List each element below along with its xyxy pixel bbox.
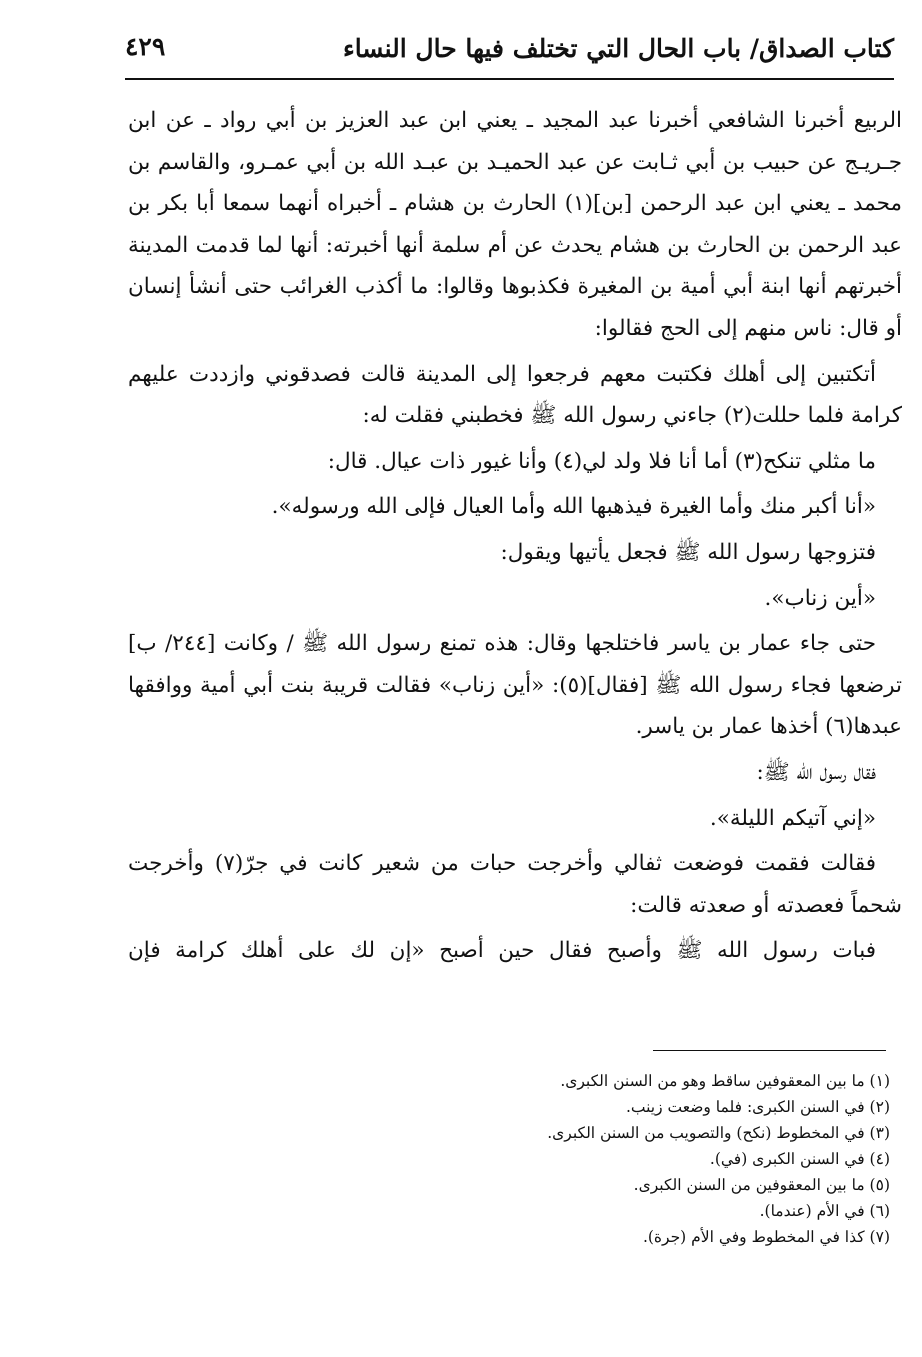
footnote-divider xyxy=(653,1050,886,1051)
footnote: (٤) في السنن الكبرى (في). xyxy=(709,1150,890,1168)
paragraph: «أنا أكبر منك وأما الغيرة فيذهبها الله وأما العيال فإلى الله ورسوله». xyxy=(271,494,876,520)
paragraph: فبات رسول الله ﷺ وأصبح فقال حين أصبح «إن لك على أهلك كرامة فإن xyxy=(128,938,876,964)
paragraph: ما مثلي تنكح(٣) أما أنا فلا ولد لي(٤) وأنا غيور ذات عيال. قال: xyxy=(327,448,876,474)
paragraph: فقالت فقمت فوضعت ثفالي وأخرجت حبات من شعير كانت في جرّ(٧) وأخرجت شحماً فعصدته أو صعدته قالت: xyxy=(128,851,902,918)
paragraph: «إني آتيكم الليلة». xyxy=(709,805,876,831)
paragraph: فقال رسول الله ﷺ: xyxy=(756,759,876,785)
footnotes xyxy=(128,1068,890,1250)
footnote: (٦) في الأم (عندما). xyxy=(759,1202,890,1220)
page-number: ٤٢٩ xyxy=(125,32,166,61)
footnote: (٢) في السنن الكبرى: فلما وضعت زينب. xyxy=(625,1098,890,1116)
footnote: (١) ما بين المعقوفين ساقط وهو من السنن الكبرى. xyxy=(560,1072,890,1090)
paragraph-isnad: الربيع أخبرنا الشافعي أخبرنا عبد المجيد ـ يعني ابن عبد العزيز بن أبي رواد ـ عن ابن جـريـج عن حبيب بن أبي ثـابت عن عبد الحميـد بن عبـد الله بن أبي عمـرو، والقاسم بن محمد ـ يعني ابن عبد الرحمن [بن](١) الحارث بن هشام ـ أخبراه أنهما سمعا أبا بكر بن عبد الرحمن بن الحارث بن هشام يحدث عن أم سلمة أنها أخبرته: أنها لما قدمت المدينة أخبرتهم أنها ابنة أبي أمية بن المغيرة فكذبوها وقالوا: ما أكذب الغرائب حتى أنشأ إنسان أو قال: ناس منهم إلى الحج فقالوا: xyxy=(128,108,903,341)
paragraph: فتزوجها رسول الله ﷺ فجعل يأتيها ويقول: xyxy=(500,539,876,565)
paragraph: حتى جاء عمار بن ياسر فاختلجها وقال: هذه تمنع رسول الله ﷺ / وكانت [٢٤٤/ ب] ترضعها فجاء رسول الله ﷺ [فقال](٥): «أين زناب» فقالت قريبة بنت أبي أمية ووافقها عبدها(٦) أخذها عمار بن ياسر. xyxy=(128,631,902,740)
chapter-title: كتاب الصداق/ باب الحال التي تختلف فيها حال النساء xyxy=(342,34,894,63)
footnote: (٣) في المخطوط (نكح) والتصويب من السنن الكبرى. xyxy=(547,1124,890,1142)
main-text xyxy=(128,100,902,976)
paragraph: أتكتبين إلى أهلك فكتبت معهم فرجعوا إلى المدينة قالت فصدقوني وازددت عليهم كرامة فلما حللت(٢) جاءني رسول الله ﷺ فخطبني فقلت له: xyxy=(128,361,902,429)
running-header xyxy=(125,30,894,80)
footnote: (٥) ما بين المعقوفين من السنن الكبرى. xyxy=(633,1176,890,1194)
paragraph: «أين زناب». xyxy=(764,585,876,611)
footnote: (٧) كذا في المخطوط وفي الأم (جرة). xyxy=(642,1228,890,1246)
